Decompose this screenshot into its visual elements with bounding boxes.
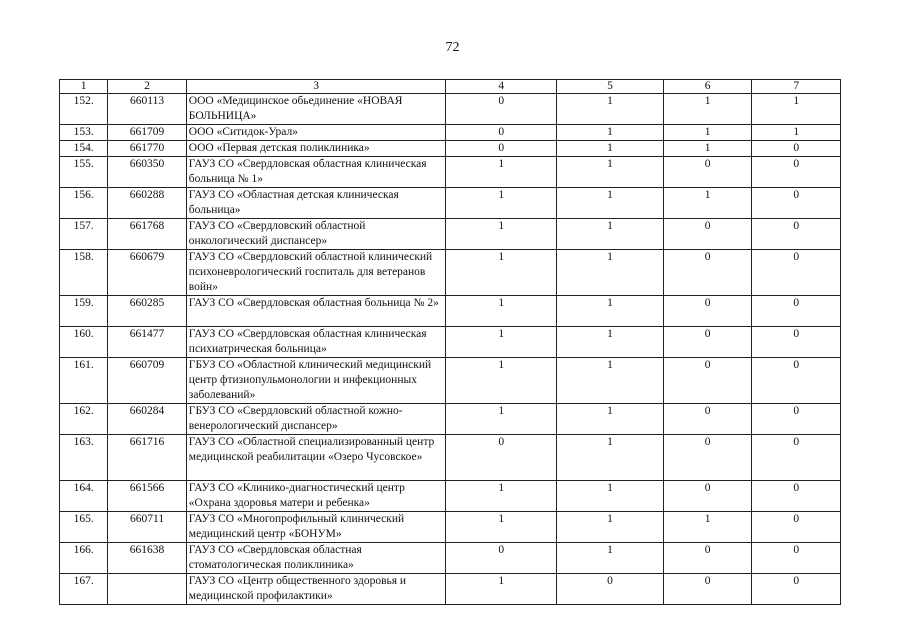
row-number-cell: 155.: [60, 157, 108, 188]
organization-code-cell: 660679: [108, 250, 187, 296]
value-cell-6: 1: [663, 141, 752, 157]
value-cell-4: 1: [446, 157, 557, 188]
value-cell-6: 0: [663, 481, 752, 512]
value-cell-6: 1: [663, 125, 752, 141]
organization-name-cell: ГАУЗ СО «Свердловская областная стоматологическая поликлиника»: [186, 543, 446, 574]
table-row: [60, 543, 841, 574]
table-row: [60, 574, 841, 605]
organization-name-cell: ГАУЗ СО «Клинико-диагностический центр «Охрана здоровья матери и ребенка»: [186, 481, 446, 512]
organization-name-cell: ГАУЗ СО «Свердловская областная больница № 2»: [186, 296, 446, 327]
row-number-cell: 167.: [60, 574, 108, 605]
value-cell-7: 0: [752, 188, 841, 219]
data-table: [59, 79, 841, 605]
value-cell-5: 1: [557, 327, 664, 358]
organization-code-cell: 661768: [108, 219, 187, 250]
header-cell-1: 1: [60, 80, 108, 94]
table-row: [60, 327, 841, 358]
organization-code-cell: [108, 574, 187, 605]
organization-name-cell: ГАУЗ СО «Областной специализированный центр медицинской реабилитации «Озеро Чусовское»: [186, 435, 446, 481]
value-cell-5: 1: [557, 404, 664, 435]
value-cell-7: 0: [752, 219, 841, 250]
organization-code-cell: 661477: [108, 327, 187, 358]
row-number-cell: 158.: [60, 250, 108, 296]
value-cell-5: 1: [557, 296, 664, 327]
row-number-cell: 152.: [60, 94, 108, 125]
value-cell-6: 0: [663, 296, 752, 327]
organization-code-cell: 661770: [108, 141, 187, 157]
row-number-cell: 156.: [60, 188, 108, 219]
value-cell-6: 0: [663, 543, 752, 574]
table-row: [60, 512, 841, 543]
organization-name-cell: ГАУЗ СО «Областная детская клиническая больница»: [186, 188, 446, 219]
row-number-cell: 159.: [60, 296, 108, 327]
row-number-cell: 165.: [60, 512, 108, 543]
organization-code-cell: 660288: [108, 188, 187, 219]
value-cell-4: 1: [446, 404, 557, 435]
value-cell-5: 1: [557, 141, 664, 157]
table-row: [60, 219, 841, 250]
header-cell-7: 7: [752, 80, 841, 94]
value-cell-6: 0: [663, 404, 752, 435]
value-cell-5: 1: [557, 512, 664, 543]
value-cell-6: 1: [663, 188, 752, 219]
value-cell-7: 0: [752, 435, 841, 481]
organization-name-cell: ГАУЗ СО «Центр общественного здоровья и медицинской профилактики»: [186, 574, 446, 605]
table-row: [60, 358, 841, 404]
value-cell-4: 0: [446, 435, 557, 481]
value-cell-7: 0: [752, 141, 841, 157]
row-number-cell: 166.: [60, 543, 108, 574]
table-row: [60, 188, 841, 219]
value-cell-5: 1: [557, 435, 664, 481]
organization-name-cell: ГАУЗ СО «Свердловский областной онкологический диспансер»: [186, 219, 446, 250]
value-cell-7: 0: [752, 250, 841, 296]
organization-code-cell: 660285: [108, 296, 187, 327]
value-cell-7: 0: [752, 157, 841, 188]
value-cell-7: 1: [752, 94, 841, 125]
value-cell-7: 0: [752, 574, 841, 605]
value-cell-5: 1: [557, 481, 664, 512]
header-cell-5: 5: [557, 80, 664, 94]
organization-name-cell: ГБУЗ СО «Свердловский областной кожно-венерологический диспансер»: [186, 404, 446, 435]
value-cell-5: 1: [557, 219, 664, 250]
value-cell-6: 0: [663, 435, 752, 481]
table-row: [60, 435, 841, 481]
row-number-cell: 163.: [60, 435, 108, 481]
organization-code-cell: 660711: [108, 512, 187, 543]
value-cell-6: 0: [663, 219, 752, 250]
value-cell-5: 1: [557, 188, 664, 219]
value-cell-5: 1: [557, 94, 664, 125]
value-cell-7: 0: [752, 543, 841, 574]
value-cell-6: 0: [663, 157, 752, 188]
organization-name-cell: ГАУЗ СО «Многопрофильный клинический медицинский центр «БОНУМ»: [186, 512, 446, 543]
organization-name-cell: ООО «Медицинское обьединение «НОВАЯ БОЛЬНИЦА»: [186, 94, 446, 125]
value-cell-7: 1: [752, 125, 841, 141]
value-cell-4: 0: [446, 94, 557, 125]
value-cell-5: 1: [557, 358, 664, 404]
value-cell-5: 1: [557, 157, 664, 188]
value-cell-4: 1: [446, 358, 557, 404]
value-cell-7: 0: [752, 481, 841, 512]
organization-name-cell: ООО «Первая детская поликлиника»: [186, 141, 446, 157]
header-cell-2: 2: [108, 80, 187, 94]
organization-name-cell: ГАУЗ СО «Свердловская областная клиническая больница № 1»: [186, 157, 446, 188]
value-cell-4: 0: [446, 141, 557, 157]
table-row: [60, 125, 841, 141]
row-number-cell: 164.: [60, 481, 108, 512]
value-cell-4: 1: [446, 219, 557, 250]
value-cell-6: 0: [663, 327, 752, 358]
value-cell-4: 1: [446, 250, 557, 296]
value-cell-4: 0: [446, 543, 557, 574]
value-cell-7: 0: [752, 358, 841, 404]
organization-code-cell: 660113: [108, 94, 187, 125]
organization-code-cell: 661638: [108, 543, 187, 574]
header-cell-4: 4: [446, 80, 557, 94]
organization-name-cell: ГАУЗ СО «Свердловская областная клиническая психиатрическая больница»: [186, 327, 446, 358]
table-row: [60, 94, 841, 125]
value-cell-7: 0: [752, 512, 841, 543]
value-cell-5: 1: [557, 125, 664, 141]
organization-code-cell: 660709: [108, 358, 187, 404]
value-cell-6: 1: [663, 512, 752, 543]
header-row: [60, 80, 841, 94]
row-number-cell: 157.: [60, 219, 108, 250]
header-cell-3: 3: [186, 80, 446, 94]
row-number-cell: 161.: [60, 358, 108, 404]
value-cell-7: 0: [752, 404, 841, 435]
table-body: [60, 80, 841, 605]
value-cell-6: 0: [663, 574, 752, 605]
organization-name-cell: ГБУЗ СО «Областной клинический медицинский центр фтизиопульмонологии и инфекционных заболеваний»: [186, 358, 446, 404]
table-row: [60, 296, 841, 327]
value-cell-5: 1: [557, 250, 664, 296]
value-cell-7: 0: [752, 327, 841, 358]
row-number-cell: 153.: [60, 125, 108, 141]
organization-code-cell: 660350: [108, 157, 187, 188]
row-number-cell: 154.: [60, 141, 108, 157]
row-number-cell: 160.: [60, 327, 108, 358]
organization-code-cell: 661716: [108, 435, 187, 481]
organization-name-cell: ООО «Ситидок-Урал»: [186, 125, 446, 141]
value-cell-6: 1: [663, 94, 752, 125]
table-row: [60, 404, 841, 435]
value-cell-4: 0: [446, 125, 557, 141]
value-cell-4: 1: [446, 188, 557, 219]
value-cell-5: 0: [557, 574, 664, 605]
value-cell-5: 1: [557, 543, 664, 574]
value-cell-4: 1: [446, 327, 557, 358]
table-row: [60, 157, 841, 188]
value-cell-6: 0: [663, 358, 752, 404]
value-cell-4: 1: [446, 481, 557, 512]
header-cell-6: 6: [663, 80, 752, 94]
value-cell-7: 0: [752, 296, 841, 327]
table-row: [60, 250, 841, 296]
organization-code-cell: 661566: [108, 481, 187, 512]
value-cell-4: 1: [446, 296, 557, 327]
table-row: [60, 141, 841, 157]
row-number-cell: 162.: [60, 404, 108, 435]
organization-name-cell: ГАУЗ СО «Свердловский областной клинический психоневрологический госпиталь для ветеранов войн»: [186, 250, 446, 296]
value-cell-4: 1: [446, 574, 557, 605]
organization-code-cell: 661709: [108, 125, 187, 141]
table-row: [60, 481, 841, 512]
value-cell-4: 1: [446, 512, 557, 543]
page-number: 72: [445, 40, 460, 55]
organization-code-cell: 660284: [108, 404, 187, 435]
value-cell-6: 0: [663, 250, 752, 296]
